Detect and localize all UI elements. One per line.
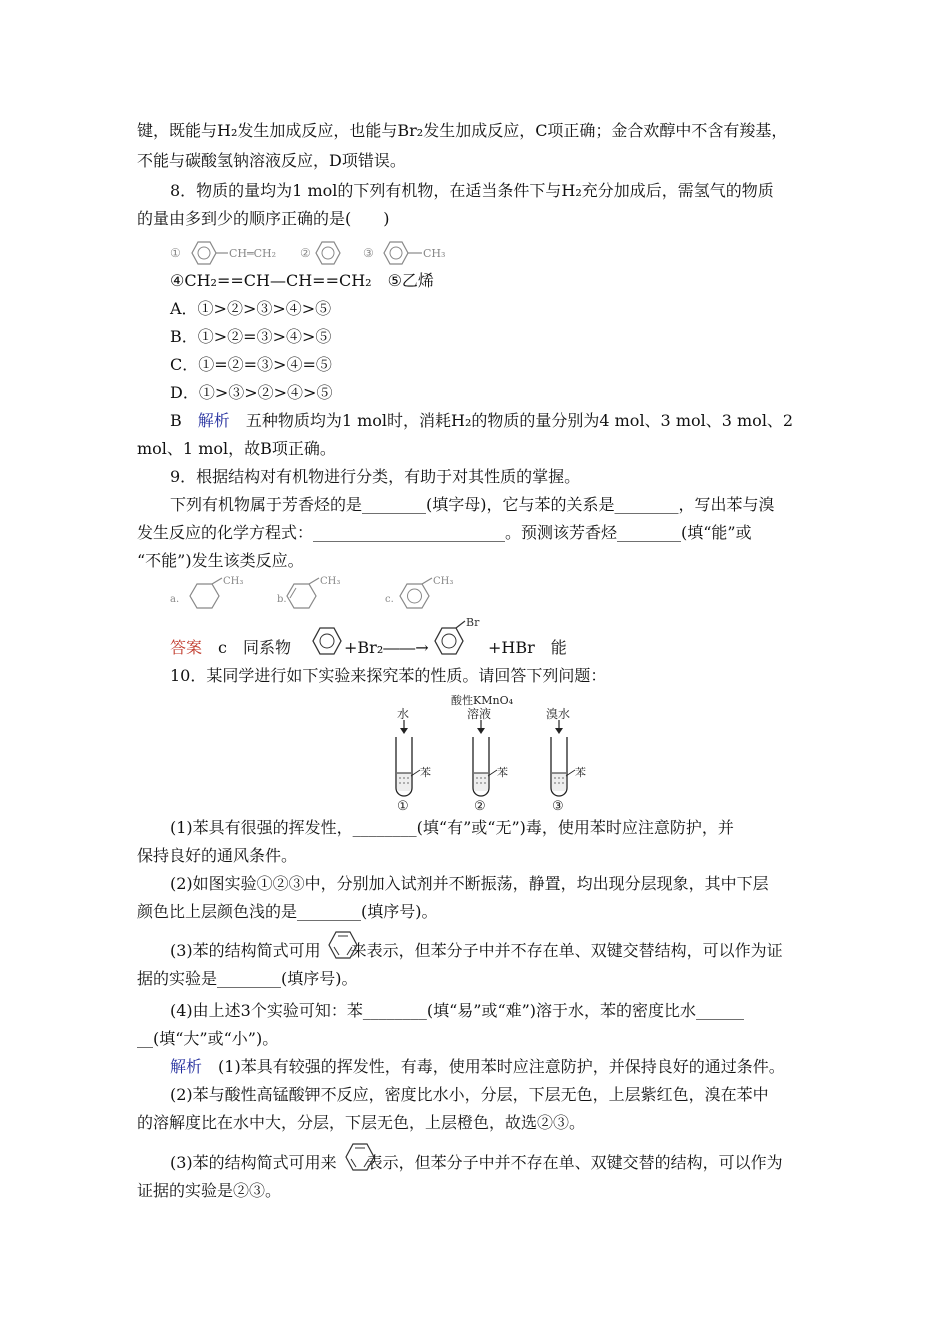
question-8: 8．物质的量均为1 mol的下列有机物，在适当条件下与H₂充分加成后，需氢气的物质 — [170, 181, 774, 200]
text-line: (4)由上述3个实验可知：苯________(填“易”或“难”)溶于水，苯的密度比水______ — [170, 1001, 745, 1020]
text-line: 不能与碳酸氢钠溶液反应，D项错误。 — [137, 151, 406, 170]
text-segment: 来表示，但苯分子中并不存在单、双键交替结构，可以作为证 — [350, 941, 783, 960]
struct-label-c: c. — [385, 594, 394, 605]
equation-reagent: +Br₂――→ — [344, 638, 429, 657]
text-line: 颜色比上层颜色浅的是________(填序号)。 — [137, 902, 438, 921]
answer-8 — [170, 410, 793, 432]
struct-ch3-a: CH₃ — [223, 576, 244, 587]
struct-label-b: b. — [277, 594, 287, 605]
struct-ch3-b: CH₃ — [320, 576, 341, 587]
benzene-label-3: 苯 — [575, 766, 586, 779]
struct-label-a: a. — [170, 594, 180, 605]
text-segment: (3)苯的结构简式可用来 — [170, 1153, 337, 1172]
text-line: 下列有机物属于芳香烃的是________(填字母)，它与苯的关系是________，写出苯与溴 — [170, 495, 775, 514]
text-line: “不能”)发生该类反应。 — [137, 551, 304, 570]
question-10: 10．某同学进行如下实验来探究苯的性质。请回答下列问题： — [170, 666, 607, 685]
text-line: mol、1 mol，故B项正确。 — [137, 439, 336, 458]
reagent-3: 溴水 — [546, 707, 571, 721]
text-line: 证据的实验是②③。 — [137, 1181, 282, 1200]
text-line: 保持良好的通风条件。 — [137, 846, 298, 865]
struct-ch3-c: CH₃ — [433, 576, 454, 587]
answer-text: c 同系物 — [218, 638, 291, 657]
option-d: D．①>③>②>④>⑤ — [170, 383, 333, 402]
answer-letter: B — [170, 411, 182, 430]
option-b: B．①>②=③>④>⑤ — [170, 327, 332, 346]
text-line: ④CH₂==CH—CH==CH₂ ⑤乙烯 — [170, 271, 434, 290]
text-line: (2)苯与酸性高锰酸钾不反应，密度比水小，分层，下层无色，上层紫红色，溴在苯中 — [170, 1085, 769, 1104]
test-tube-figure — [380, 692, 600, 812]
text-segment: 表示，但苯分子中并不存在单、双键交替的结构，可以作为 — [366, 1153, 783, 1172]
text-line: (2)如图实验①②③中，分别加入试剂并不断振荡，静置，均出现分层现象，其中下层 — [170, 874, 769, 893]
br-label: Br — [466, 616, 480, 629]
question-9: 9．根据结构对有机物进行分类，有助于对其性质的掌握。 — [170, 467, 581, 486]
tube-num-1: ① — [397, 799, 409, 814]
q8-structures — [170, 236, 470, 270]
analysis-text: 五种物质均为1 mol时，消耗H₂的物质的量分别为4 mol、3 mol、3 mol、2 — [245, 411, 794, 430]
struct-num-2: ② — [300, 246, 311, 260]
analysis-tag: 解析 — [170, 1057, 203, 1076]
answer-9 — [170, 637, 291, 659]
struct-group-3: CH₃ — [423, 247, 446, 260]
struct-num-1: ① — [170, 246, 181, 260]
struct-num-3: ③ — [363, 246, 374, 260]
text-line: 发生反应的化学方程式：________________________。预测该芳香烃________(填“能”或 — [137, 523, 752, 542]
text-segment: (3)苯的结构简式可用 — [170, 941, 321, 960]
option-c: C．①=②=③>④=⑤ — [170, 355, 332, 374]
bromobenzene-icon — [432, 616, 492, 662]
tube-num-3: ③ — [552, 799, 564, 814]
analysis-tag: 解析 — [197, 411, 230, 430]
text-line: __(填“大”或“小”)。 — [137, 1029, 279, 1048]
equation-product: +HBr 能 — [488, 638, 567, 657]
benzene-ring-icon — [310, 622, 346, 666]
text-line: 的溶解度比在水中大，分层，下层无色，上层橙色，故选②③。 — [137, 1113, 586, 1132]
text-line: 键，既能与H₂发生加成反应，也能与Br₂发生加成反应，C项正确；金合欢醇中不含有羧基， — [137, 121, 788, 140]
reagent-1: 水 — [397, 707, 410, 721]
option-a: A．①>②>③>④>⑤ — [170, 299, 332, 318]
reagent-2-line2: 溶液 — [467, 707, 492, 721]
answer-tag: 答案 — [170, 638, 203, 657]
text-line — [170, 940, 783, 962]
benzene-label-1: 苯 — [420, 766, 431, 779]
text-line — [170, 1152, 783, 1174]
struct-group-1: CH═CH₂ — [229, 247, 277, 260]
answer-10 — [170, 1056, 785, 1078]
text-line: 的量由多到少的顺序正确的是( ) — [137, 209, 390, 228]
reagent-2-line1: 酸性KMnO₄ — [451, 694, 513, 707]
analysis-text: (1)苯具有较强的挥发性，有毒，使用苯时应注意防护，并保持良好的通过条件。 — [218, 1057, 785, 1076]
text-line: (1)苯具有很强的挥发性，________(填“有”或“无”)毒，使用苯时应注意防护，并 — [170, 818, 734, 837]
q9-structures — [170, 576, 470, 616]
benzene-ring-icon — [345, 1141, 375, 1175]
benzene-ring-icon — [328, 929, 358, 963]
benzene-label-2: 苯 — [497, 766, 508, 779]
tube-num-2: ② — [474, 799, 486, 814]
text-line: 据的实验是________(填序号)。 — [137, 969, 358, 988]
